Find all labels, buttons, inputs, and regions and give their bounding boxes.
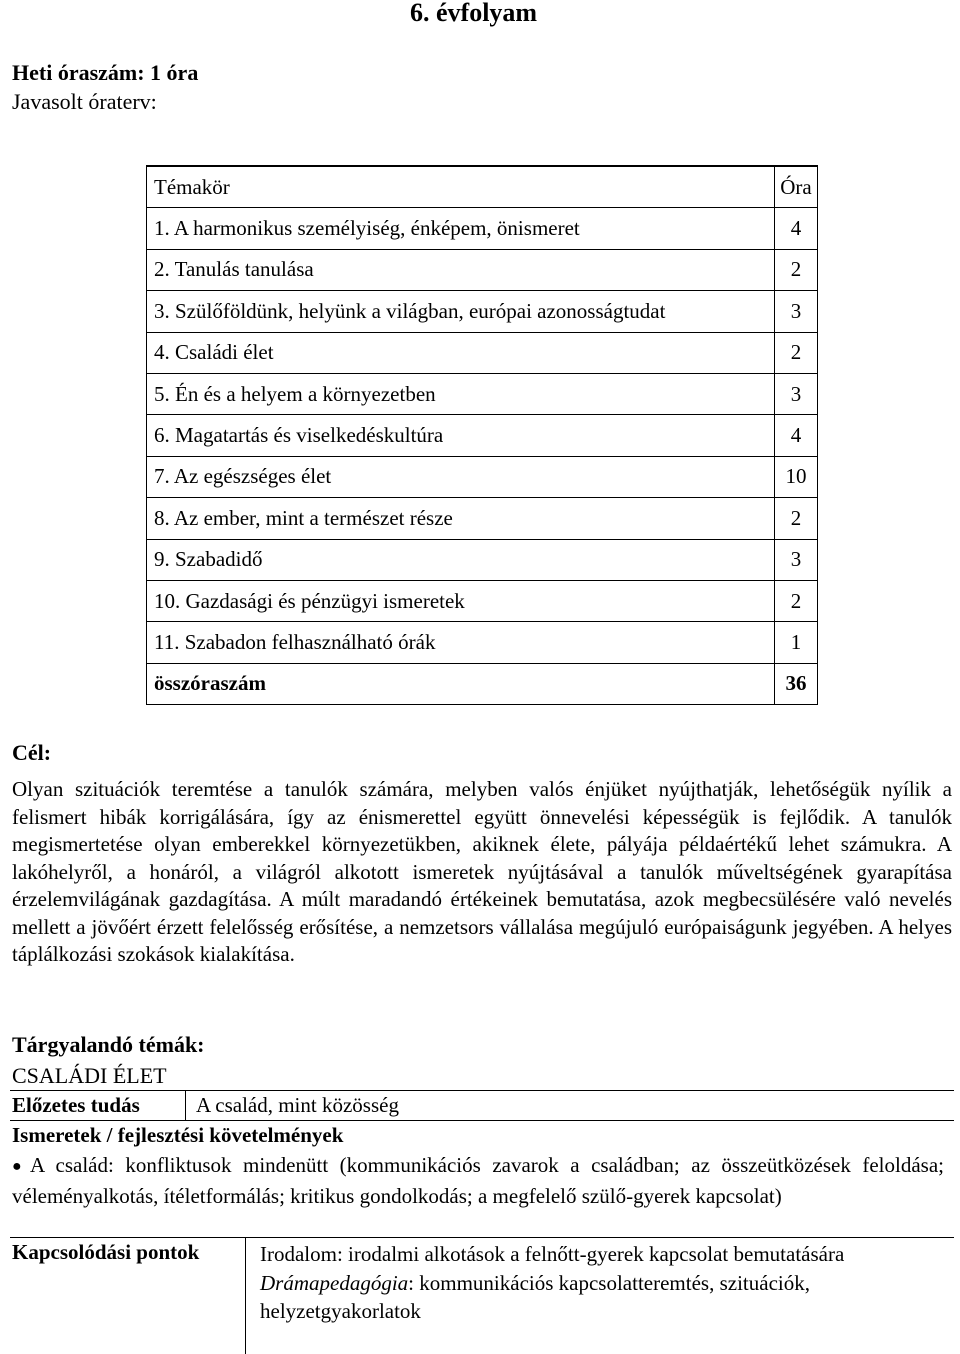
- column-header-hours: Óra: [775, 166, 818, 208]
- connection-text: Irodalom: irodalmi alkotások a felnőtt-gyerek kapcsolat bemutatására: [260, 1242, 845, 1266]
- table-row: [147, 580, 818, 621]
- table-row: [147, 498, 818, 539]
- hours-cell: 2: [775, 249, 818, 290]
- prerequisite-value: A család, mint közösség: [196, 1093, 399, 1117]
- connection-subject: Drámapedagógia: [260, 1270, 409, 1295]
- table-row: [147, 622, 818, 663]
- hours-cell: 4: [775, 208, 818, 249]
- table-row: [147, 415, 818, 456]
- hours-cell: 3: [775, 373, 818, 414]
- connection-item: [260, 1269, 950, 1326]
- topic-cell: 7. Az egészséges élet: [147, 456, 775, 497]
- hours-cell: 2: [775, 580, 818, 621]
- table-row: [147, 539, 818, 580]
- list-item-text: A család: konfliktusok mindenütt (kommunikációs zavarok a családban; az összeütközések feloldása; véleményalkotás, ítéletformálás; kritikus gondolkodás; a megfelelő szülő-gyerek kapcsolat): [12, 1153, 944, 1208]
- unit-title: CSALÁDI ÉLET: [10, 1062, 954, 1091]
- table-row: [147, 291, 818, 332]
- connections-label: Kapcsolódási pontok: [10, 1238, 246, 1354]
- hours-cell: 4: [775, 415, 818, 456]
- column-header-topic: Témakör: [147, 166, 775, 208]
- hours-cell: 1: [775, 622, 818, 663]
- table-row: [147, 373, 818, 414]
- total-hours: 36: [775, 663, 818, 704]
- weekly-hours: Heti óraszám: 1 óra: [12, 60, 199, 85]
- knowledge-list: [12, 1151, 944, 1210]
- bullet-icon: ●: [12, 1158, 22, 1175]
- prerequisite-row: [10, 1091, 954, 1121]
- knowledge-heading: Ismeretek / fejlesztési követelmények: [12, 1123, 344, 1147]
- goal-heading: Cél:: [12, 740, 52, 765]
- topics-table: [146, 165, 818, 705]
- hours-cell: 3: [775, 291, 818, 332]
- table-row: [147, 332, 818, 373]
- table-row: [147, 208, 818, 249]
- hours-cell: 3: [775, 539, 818, 580]
- topic-cell: 10. Gazdasági és pénzügyi ismeretek: [147, 580, 775, 621]
- connections-list: [246, 1238, 950, 1354]
- topics-table-body: [147, 166, 818, 705]
- table-row: [147, 456, 818, 497]
- topic-cell: 8. Az ember, mint a természet része: [147, 498, 775, 539]
- topic-cell: 2. Tanulás tanulása: [147, 249, 775, 290]
- grade-heading: 6. évfolyam: [410, 0, 538, 27]
- subjects-heading: Tárgyalandó témák:: [12, 1032, 205, 1057]
- connection-item: [260, 1240, 950, 1269]
- topic-cell: 4. Családi élet: [147, 332, 775, 373]
- connection-text: : kommunikációs kapcsolatteremtés, szituációk, helyzetgyakorlatok: [260, 1270, 810, 1323]
- prerequisite-label: Előzetes tudás: [10, 1091, 186, 1120]
- total-row: [147, 663, 818, 704]
- topic-cell: 1. A harmonikus személyiség, énképem, önismeret: [147, 208, 775, 249]
- topic-cell: 11. Szabadon felhasználható órák: [147, 622, 775, 663]
- list-item: [12, 1151, 944, 1210]
- connections-row: [10, 1237, 954, 1354]
- goal-text: Olyan szituációk teremtése a tanulók számára, melyben valós énjüket nyújthatják, lehetőségük nyílik a felismert hibák korrigálására, így az énismerettel együtt önnevelési képességük is fejlődik. A tanulók megismertetése olyan emberekkel környezetükben, akiknek élete, pályája példaértékű lehet számukra. A lakóhelyről, a honáról, a világról alkotott ismeretek nyújtásával a tanulók műveltségének gyarapítása érzelemvilágának gazdagítása. A múlt maradandó értékeinek bemutatása, azok megbecsülésére való nevelés mellett a jövőért érzett felelősség erősítése, a nemzetsors vállalása megújuló európaiságunk jegyében. A helyes táplálkozási szokások kialakítása.: [12, 777, 952, 966]
- hours-cell: 2: [775, 332, 818, 373]
- topic-cell: 3. Szülőföldünk, helyünk a világban, európai azonosságtudat: [147, 291, 775, 332]
- topic-cell: 9. Szabadidő: [147, 539, 775, 580]
- hours-cell: 2: [775, 498, 818, 539]
- topics-header-row: [147, 166, 818, 208]
- topic-cell: 6. Magatartás és viselkedéskultúra: [147, 415, 775, 456]
- table-row: [147, 249, 818, 290]
- plan-label: Javasolt óraterv:: [12, 89, 157, 114]
- total-label: összóraszám: [147, 663, 775, 704]
- hours-cell: 10: [775, 456, 818, 497]
- topic-cell: 5. Én és a helyem a környezetben: [147, 373, 775, 414]
